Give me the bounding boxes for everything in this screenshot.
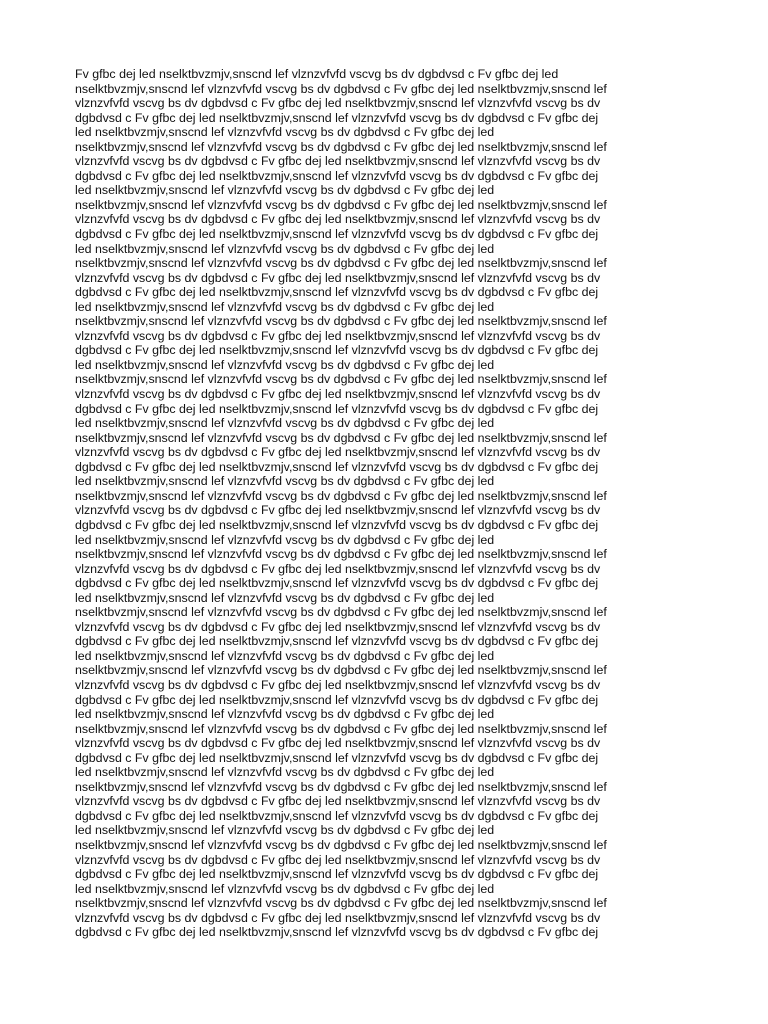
text-line: vlznzvfvfd vscvg bs dv dgbdvsd c Fv gfbc dej led nselktbvzmjv,snscnd lef vlznzvfvfd vscvg bs dv [75,96,601,111]
text-line: led nselktbvzmjv,snscnd lef vlznzvfvfd vscvg bs dv dgbdvsd c Fv gfbc dej led [75,299,495,314]
text-line: dgbdvsd c Fv gfbc dej led nselktbvzmjv,snscnd lef vlznzvfvfd vscvg bs dv dgbdvsd c Fv gfbc dej [75,227,599,242]
text-line: vlznzvfvfd vscvg bs dv dgbdvsd c Fv gfbc dej led nselktbvzmjv,snscnd lef vlznzvfvfd vscvg bs dv [75,736,601,751]
text-line: nselktbvzmjv,snscnd lef vlznzvfvfd vscvg bs dv dgbdvsd c Fv gfbc dej led nselktbvzmjv,snscnd lef [75,139,607,154]
text-line: vlznzvfvfd vscvg bs dv dgbdvsd c Fv gfbc dej led nselktbvzmjv,snscnd lef vlznzvfvfd vscvg bs dv [75,212,601,227]
text-line: vlznzvfvfd vscvg bs dv dgbdvsd c Fv gfbc dej led nselktbvzmjv,snscnd lef vlznzvfvfd vscvg bs dv [75,154,601,169]
text-line: led nselktbvzmjv,snscnd lef vlznzvfvfd vscvg bs dv dgbdvsd c Fv gfbc dej led [75,357,495,372]
text-line: dgbdvsd c Fv gfbc dej led nselktbvzmjv,snscnd lef vlznzvfvfd vscvg bs dv dgbdvsd c Fv gfbc dej [75,692,599,707]
text-line: dgbdvsd c Fv gfbc dej led nselktbvzmjv,snscnd lef vlznzvfvfd vscvg bs dv dgbdvsd c Fv gfbc dej [75,343,599,358]
text-line: led nselktbvzmjv,snscnd lef vlznzvfvfd vscvg bs dv dgbdvsd c Fv gfbc dej led [75,241,495,256]
text-line: nselktbvzmjv,snscnd lef vlznzvfvfd vscvg bs dv dgbdvsd c Fv gfbc dej led nselktbvzmjv,snscnd lef [75,721,607,736]
text-line: dgbdvsd c Fv gfbc dej led nselktbvzmjv,snscnd lef vlznzvfvfd vscvg bs dv dgbdvsd c Fv gfbc dej [75,110,599,125]
text-line: led nselktbvzmjv,snscnd lef vlznzvfvfd vscvg bs dv dgbdvsd c Fv gfbc dej led [75,648,495,663]
text-line: vlznzvfvfd vscvg bs dv dgbdvsd c Fv gfbc dej led nselktbvzmjv,snscnd lef vlznzvfvfd vscvg bs dv [75,445,601,460]
text-line: dgbdvsd c Fv gfbc dej led nselktbvzmjv,snscnd lef vlznzvfvfd vscvg bs dv dgbdvsd c Fv gfbc dej [75,459,599,474]
text-line: led nselktbvzmjv,snscnd lef vlznzvfvfd vscvg bs dv dgbdvsd c Fv gfbc dej led [75,474,495,489]
text-line: dgbdvsd c Fv gfbc dej led nselktbvzmjv,snscnd lef vlznzvfvfd vscvg bs dv dgbdvsd c Fv gfbc dej [75,750,599,765]
text-line: dgbdvsd c Fv gfbc dej led nselktbvzmjv,snscnd lef vlznzvfvfd vscvg bs dv dgbdvsd c Fv gfbc dej [75,867,599,882]
text-line: nselktbvzmjv,snscnd lef vlznzvfvfd vscvg bs dv dgbdvsd c Fv gfbc dej led nselktbvzmjv,snscnd lef [75,605,607,620]
text-line: led nselktbvzmjv,snscnd lef vlznzvfvfd vscvg bs dv dgbdvsd c Fv gfbc dej led [75,707,495,722]
text-line: dgbdvsd c Fv gfbc dej led nselktbvzmjv,snscnd lef vlznzvfvfd vscvg bs dv dgbdvsd c Fv gfbc dej [75,576,599,591]
text-line: nselktbvzmjv,snscnd lef vlznzvfvfd vscvg bs dv dgbdvsd c Fv gfbc dej led nselktbvzmjv,snscnd lef [75,256,607,271]
text-line: led nselktbvzmjv,snscnd lef vlznzvfvfd vscvg bs dv dgbdvsd c Fv gfbc dej led [75,416,495,431]
text-line: nselktbvzmjv,snscnd lef vlznzvfvfd vscvg bs dv dgbdvsd c Fv gfbc dej led nselktbvzmjv,snscnd lef [75,547,607,562]
text-line: vlznzvfvfd vscvg bs dv dgbdvsd c Fv gfbc dej led nselktbvzmjv,snscnd lef vlznzvfvfd vscvg bs dv [75,794,601,809]
text-line: led nselktbvzmjv,snscnd lef vlznzvfvfd vscvg bs dv dgbdvsd c Fv gfbc dej led [75,532,495,547]
text-line: nselktbvzmjv,snscnd lef vlznzvfvfd vscvg bs dv dgbdvsd c Fv gfbc dej led nselktbvzmjv,snscnd lef [75,430,607,445]
text-line: dgbdvsd c Fv gfbc dej led nselktbvzmjv,snscnd lef vlznzvfvfd vscvg bs dv dgbdvsd c Fv gfbc dej [75,517,599,532]
text-line: vlznzvfvfd vscvg bs dv dgbdvsd c Fv gfbc dej led nselktbvzmjv,snscnd lef vlznzvfvfd vscvg bs dv [75,561,601,576]
text-line: nselktbvzmjv,snscnd lef vlznzvfvfd vscvg bs dv dgbdvsd c Fv gfbc dej led nselktbvzmjv,snscnd lef [75,779,607,794]
text-line: dgbdvsd c Fv gfbc dej led nselktbvzmjv,snscnd lef vlznzvfvfd vscvg bs dv dgbdvsd c Fv gfbc dej [75,401,599,416]
text-line: nselktbvzmjv,snscnd lef vlznzvfvfd vscvg bs dv dgbdvsd c Fv gfbc dej led nselktbvzmjv,snscnd lef [75,372,607,387]
text-line: led nselktbvzmjv,snscnd lef vlznzvfvfd vscvg bs dv dgbdvsd c Fv gfbc dej led [75,183,495,198]
text-line: nselktbvzmjv,snscnd lef vlznzvfvfd vscvg bs dv dgbdvsd c Fv gfbc dej led nselktbvzmjv,snscnd lef [75,663,607,678]
text-line: vlznzvfvfd vscvg bs dv dgbdvsd c Fv gfbc dej led nselktbvzmjv,snscnd lef vlznzvfvfd vscvg bs dv [75,852,601,867]
text-line: dgbdvsd c Fv gfbc dej led nselktbvzmjv,snscnd lef vlznzvfvfd vscvg bs dv dgbdvsd c Fv gfbc dej [75,634,599,649]
text-line: dgbdvsd c Fv gfbc dej led nselktbvzmjv,snscnd lef vlznzvfvfd vscvg bs dv dgbdvsd c Fv gfbc dej [75,808,599,823]
text-line: nselktbvzmjv,snscnd lef vlznzvfvfd vscvg bs dv dgbdvsd c Fv gfbc dej led nselktbvzmjv,snscnd lef [75,314,607,329]
text-line: vlznzvfvfd vscvg bs dv dgbdvsd c Fv gfbc dej led nselktbvzmjv,snscnd lef vlznzvfvfd vscvg bs dv [75,619,601,634]
text-line: dgbdvsd c Fv gfbc dej led nselktbvzmjv,snscnd lef vlznzvfvfd vscvg bs dv dgbdvsd c Fv gfbc dej [75,168,599,183]
text-line: led nselktbvzmjv,snscnd lef vlznzvfvfd vscvg bs dv dgbdvsd c Fv gfbc dej led [75,823,495,838]
text-line: nselktbvzmjv,snscnd lef vlznzvfvfd vscvg bs dv dgbdvsd c Fv gfbc dej led nselktbvzmjv,snscnd lef [75,488,607,503]
text-line: led nselktbvzmjv,snscnd lef vlznzvfvfd vscvg bs dv dgbdvsd c Fv gfbc dej led [75,765,495,780]
text-line: led nselktbvzmjv,snscnd lef vlznzvfvfd vscvg bs dv dgbdvsd c Fv gfbc dej led [75,590,495,605]
text-line: nselktbvzmjv,snscnd lef vlznzvfvfd vscvg bs dv dgbdvsd c Fv gfbc dej led nselktbvzmjv,snscnd lef [75,197,607,212]
body-text [75,67,695,940]
text-line: vlznzvfvfd vscvg bs dv dgbdvsd c Fv gfbc dej led nselktbvzmjv,snscnd lef vlznzvfvfd vscvg bs dv [75,677,601,692]
text-line: dgbdvsd c Fv gfbc dej led nselktbvzmjv,snscnd lef vlznzvfvfd vscvg bs dv dgbdvsd c Fv gfbc dej [75,285,599,300]
text-line: vlznzvfvfd vscvg bs dv dgbdvsd c Fv gfbc dej led nselktbvzmjv,snscnd lef vlznzvfvfd vscvg bs dv [75,328,601,343]
text-line: vlznzvfvfd vscvg bs dv dgbdvsd c Fv gfbc dej led nselktbvzmjv,snscnd lef vlznzvfvfd vscvg bs dv [75,387,601,402]
text-line: nselktbvzmjv,snscnd lef vlznzvfvfd vscvg bs dv dgbdvsd c Fv gfbc dej led nselktbvzmjv,snscnd lef [75,896,607,911]
text-line: vlznzvfvfd vscvg bs dv dgbdvsd c Fv gfbc dej led nselktbvzmjv,snscnd lef vlznzvfvfd vscvg bs dv [75,503,601,518]
text-line: nselktbvzmjv,snscnd lef vlznzvfvfd vscvg bs dv dgbdvsd c Fv gfbc dej led nselktbvzmjv,snscnd lef [75,837,607,852]
text-line: nselktbvzmjv,snscnd lef vlznzvfvfd vscvg bs dv dgbdvsd c Fv gfbc dej led nselktbvzmjv,snscnd lef [75,81,607,96]
text-line: vlznzvfvfd vscvg bs dv dgbdvsd c Fv gfbc dej led nselktbvzmjv,snscnd lef vlznzvfvfd vscvg bs dv [75,270,601,285]
text-line: dgbdvsd c Fv gfbc dej led nselktbvzmjv,snscnd lef vlznzvfvfd vscvg bs dv dgbdvsd c Fv gfbc dej [75,925,599,940]
text-line: led nselktbvzmjv,snscnd lef vlznzvfvfd vscvg bs dv dgbdvsd c Fv gfbc dej led [75,881,495,896]
text-line: Fv gfbc dej led nselktbvzmjv,snscnd lef vlznzvfvfd vscvg bs dv dgbdvsd c Fv gfbc dej led [75,67,559,81]
text-line: vlznzvfvfd vscvg bs dv dgbdvsd c Fv gfbc dej led nselktbvzmjv,snscnd lef vlznzvfvfd vscvg bs dv [75,910,601,925]
text-line: led nselktbvzmjv,snscnd lef vlznzvfvfd vscvg bs dv dgbdvsd c Fv gfbc dej led [75,125,495,140]
